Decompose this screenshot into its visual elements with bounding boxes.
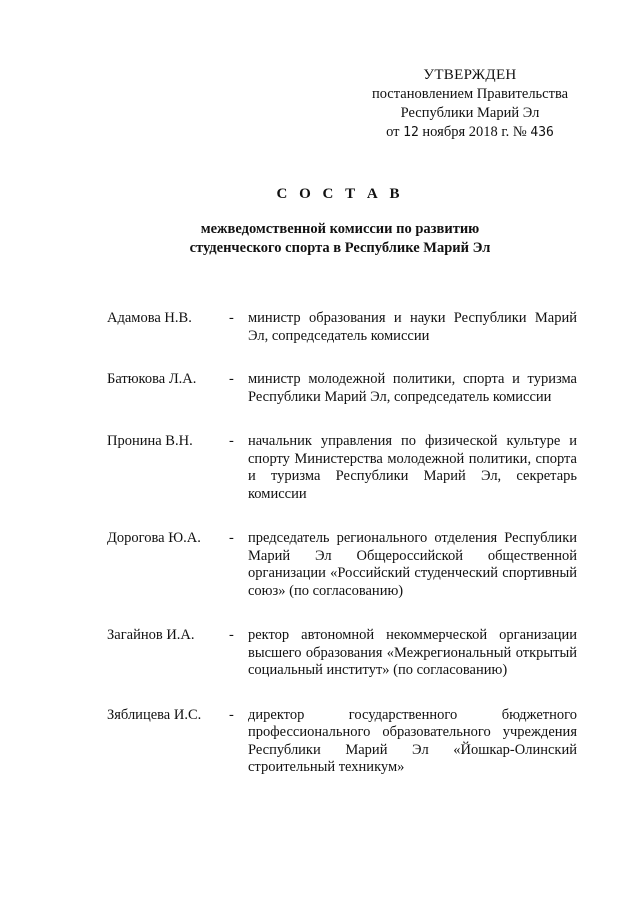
member-dash: -: [229, 310, 234, 326]
member-dash: -: [229, 371, 234, 387]
members-list: [107, 310, 577, 777]
member-row: [107, 530, 577, 600]
subtitle-line-2: студенческого спорта в Республике Марий Эл: [189, 240, 491, 256]
member-row: [107, 707, 577, 777]
decree-number: 436: [530, 125, 554, 140]
approval-line-1: постановлением Правительства: [371, 86, 569, 102]
member-role: начальник управления по физической культуре и спорту Министерства молодежной политики, спорта и туризма Республики Марий Эл, секретарь комиссии: [248, 433, 577, 502]
member-role: директор государственного бюджетного профессионального образовательного учреждения Республики Марий Эл «Йошкар-Олинский строительный техникум»: [248, 706, 577, 775]
subtitle-line-1: межведомственной комиссии по развитию: [200, 221, 480, 237]
member-role: председатель регионального отделения Республики Марий Эл Общероссийской общественной организации «Российский студенческий спортивный союз» (по согласованию): [248, 530, 577, 599]
member-role: министр образования и науки Республики Марий Эл, сопредседатель комиссии: [248, 310, 577, 344]
member-name: Загайнов И.А.: [107, 627, 195, 643]
document-title: С О С Т А В: [276, 186, 404, 202]
document-subtitle: [170, 220, 510, 258]
member-name: Пронина В.Н.: [107, 433, 193, 449]
member-dash: -: [229, 530, 234, 546]
member-dash: -: [229, 706, 234, 723]
member-role: министр молодежной политики, спорта и туризма Республики Марий Эл, сопредседатель комиссии: [248, 371, 577, 405]
member-row: [107, 310, 577, 345]
date-day: 12: [403, 125, 419, 140]
member-name: Адамова Н.В.: [107, 310, 192, 326]
member-name: Дорогова Ю.А.: [107, 530, 201, 546]
approval-date-line: [360, 123, 580, 142]
member-row: [107, 433, 577, 503]
member-row: [107, 627, 577, 680]
member-name: Батюкова Л.А.: [107, 371, 197, 387]
member-dash: -: [229, 433, 234, 449]
member-dash: -: [229, 627, 234, 643]
member-name: Зяблицева И.С.: [107, 706, 202, 723]
member-row: [107, 371, 577, 406]
member-role: ректор автономной некоммерческой организации высшего образования «Межрегиональный открытый социальный институт» (по согласованию): [248, 627, 577, 678]
approval-line-2: Республики Марий Эл: [400, 105, 540, 121]
approval-title: УТВЕРЖДЕН: [423, 67, 517, 83]
approval-stamp: [360, 66, 580, 142]
date-middle: ноября 2018 г. №: [422, 124, 527, 140]
date-prefix: от: [386, 124, 400, 140]
